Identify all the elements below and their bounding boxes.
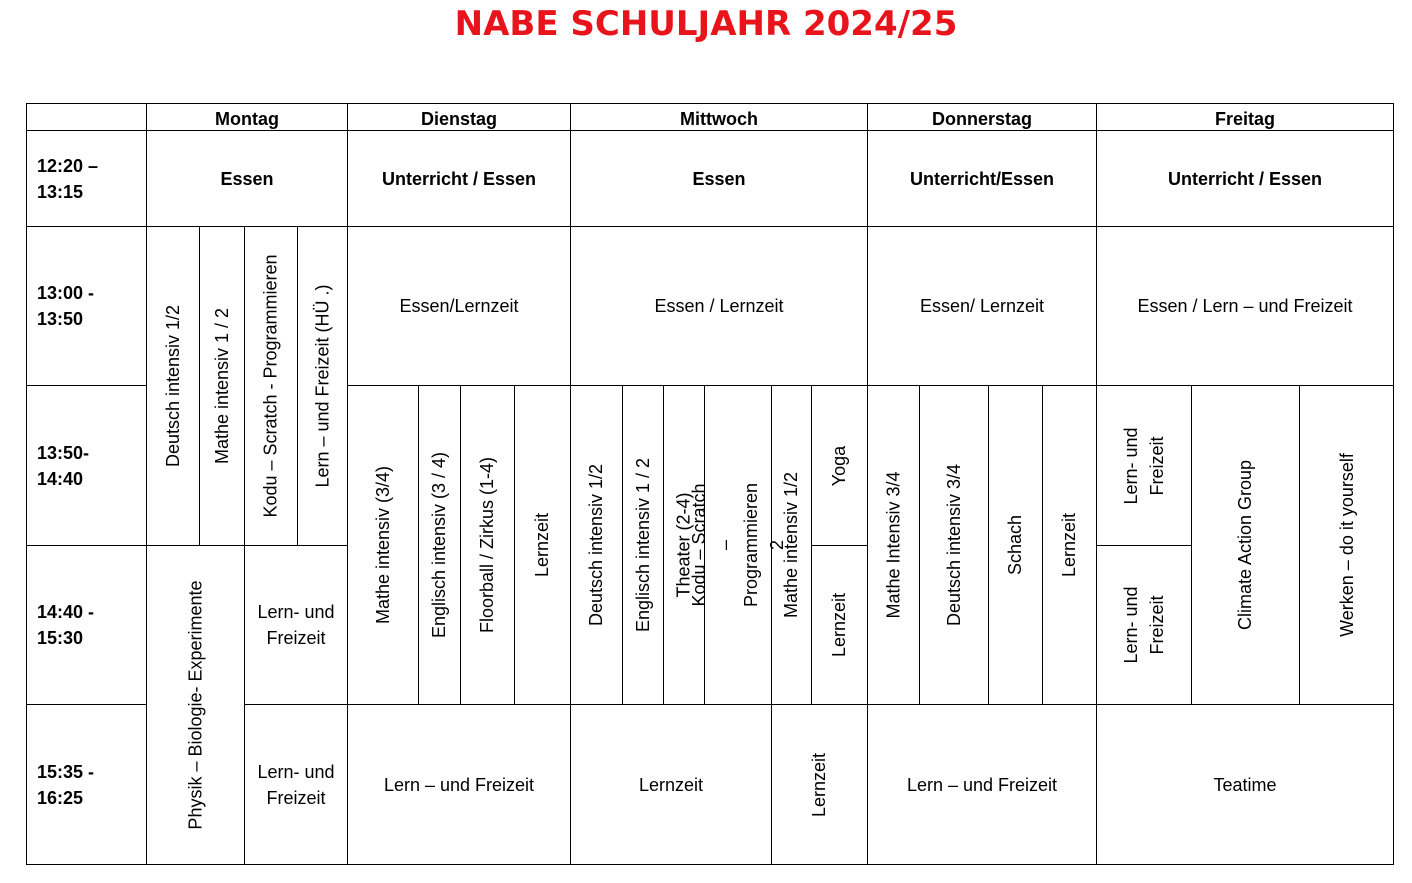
cell-mittwoch-essen-lernzeit: Essen / Lernzeit: [570, 226, 868, 386]
cell-dienstag-mathe: Mathe intensiv (3/4): [347, 385, 419, 705]
cell-montag-lern-freizeit-1: Lern- und Freizeit: [244, 545, 348, 705]
cell-mittwoch-kodu: Kodu – Scratch – Programmieren 2: [704, 385, 772, 705]
cell-dienstag-unterricht: Unterricht / Essen: [347, 130, 571, 227]
day-header-freitag: Freitag: [1096, 103, 1394, 131]
cell-montag-deutsch: Deutsch intensiv 1/2: [146, 226, 200, 546]
cell-mittwoch-theater: Theater (2-4): [663, 385, 705, 705]
cell-mittwoch-deutsch: Deutsch intensiv 1/2: [570, 385, 623, 705]
cell-montag-essen: Essen: [146, 130, 348, 227]
cell-montag-lern-freizeit-2: Lern- und Freizeit: [244, 704, 348, 865]
cell-dienstag-englisch: Englisch intensiv (3 / 4): [418, 385, 461, 705]
cell-mittwoch-lernzeit-small: Lernzeit: [811, 545, 868, 705]
cell-mittwoch-essen: Essen: [570, 130, 868, 227]
cell-mittwoch-yoga: Yoga: [811, 385, 868, 546]
cell-donnerstag-lern-freizeit: Lern – und Freizeit: [867, 704, 1097, 865]
cell-freitag-climate-action: Climate Action Group: [1191, 385, 1300, 705]
cell-dienstag-essen-lernzeit: Essen/Lernzeit: [347, 226, 571, 386]
cell-mittwoch-lernzeit: Lernzeit: [570, 704, 772, 865]
cell-mittwoch-lernzeit-end: Lernzeit: [771, 704, 868, 865]
cell-montag-lern-freizeit-hue: Lern – und Freizeit (HÜ .): [297, 226, 348, 546]
cell-mittwoch-mathe: Mathe intensiv 1/2: [771, 385, 812, 705]
cell-dienstag-lern-freizeit: Lern – und Freizeit: [347, 704, 571, 865]
page-title: NABE SCHULJAHR 2024/25: [454, 4, 958, 44]
time-slot-3: 13:50- 14:40: [26, 385, 147, 546]
cell-freitag-teatime: Teatime: [1096, 704, 1394, 865]
cell-montag-physik: Physik – Biologie- Experimente: [146, 545, 245, 865]
cell-dienstag-lernzeit: Lernzeit: [514, 385, 571, 705]
cell-montag-kodu: Kodu – Scratch - Programmieren: [244, 226, 298, 546]
cell-donnerstag-schach: Schach: [988, 385, 1043, 705]
cell-freitag-essen-lern-freizeit: Essen / Lern – und Freizeit: [1096, 226, 1394, 386]
day-header-montag: Montag: [146, 103, 348, 131]
cell-freitag-lern-freizeit-1: Lern- und Freizeit: [1096, 385, 1192, 546]
cell-donnerstag-mathe: Mathe Intensiv 3/4: [867, 385, 920, 705]
cell-freitag-unterricht: Unterricht / Essen: [1096, 130, 1394, 227]
cell-montag-mathe: Mathe intensiv 1 / 2: [199, 226, 245, 546]
cell-freitag-werken: Werken – do it yourself: [1299, 385, 1394, 705]
cell-freitag-lern-freizeit-2: Lern- und Freizeit: [1096, 545, 1192, 705]
time-slot-1: 12:20 – 13:15: [26, 130, 147, 227]
cell-donnerstag-unterricht: Unterricht/Essen: [867, 130, 1097, 227]
cell-donnerstag-deutsch: Deutsch intensiv 3/4: [919, 385, 989, 705]
time-slot-4: 14:40 - 15:30: [26, 545, 147, 705]
cell-mittwoch-englisch: Englisch intensiv 1 / 2: [622, 385, 664, 705]
cell-dienstag-floorball: Floorball / Zirkus (1-4): [460, 385, 515, 705]
cell-donnerstag-lernzeit: Lernzeit: [1042, 385, 1097, 705]
header-corner: [26, 103, 147, 131]
day-header-dienstag: Dienstag: [347, 103, 571, 131]
day-header-donnerstag: Donnerstag: [867, 103, 1097, 131]
time-slot-2: 13:00 - 13:50: [26, 226, 147, 386]
cell-donnerstag-essen-lernzeit: Essen/ Lernzeit: [867, 226, 1097, 386]
day-header-mittwoch: Mittwoch: [570, 103, 868, 131]
time-slot-5: 15:35 - 16:25: [26, 704, 147, 865]
